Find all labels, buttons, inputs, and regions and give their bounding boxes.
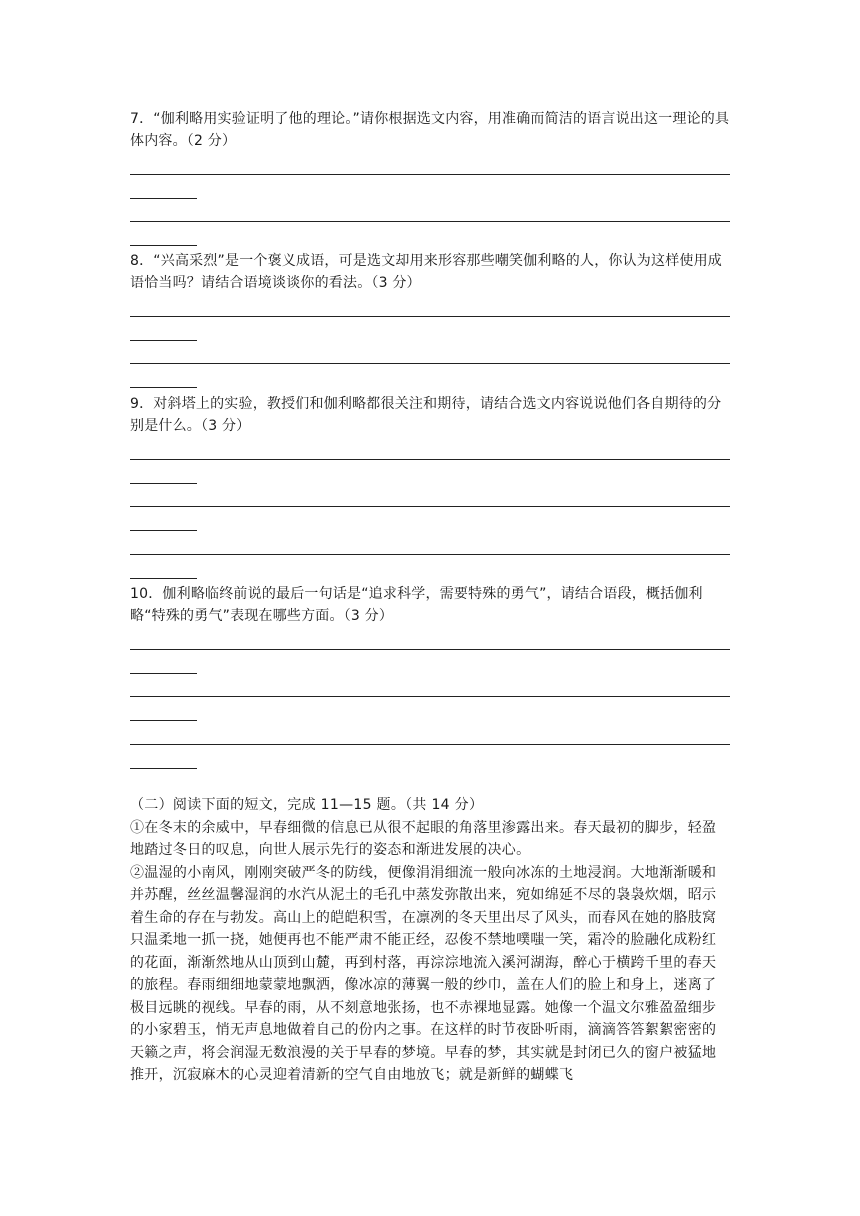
answer-line (130, 459, 730, 460)
answer-line (130, 696, 730, 697)
reading-passage (130, 794, 730, 1087)
answer-line (130, 174, 730, 175)
answer-line-end (130, 340, 197, 341)
section-title: （二）阅读下面的短文，完成 11—15 题。（共 14 分） (130, 797, 484, 813)
question-8: 8．“兴高采烈”是一个褒义成语，可是选文却用来形容那些嘲笑伽利略的人，你认为这样使用成语恰当吗？请结合语境谈谈你的看法。（3 分） (130, 253, 723, 291)
answer-line-end (130, 483, 197, 484)
answer-line (130, 649, 730, 650)
answer-line (130, 221, 730, 222)
answer-line (130, 506, 730, 507)
answer-line-end (130, 245, 197, 246)
answer-line (130, 316, 730, 317)
question-9: 9．对斜塔上的实验，教授们和伽利略都很关注和期待，请结合选文内容说说他们各自期待的分别是什么。（3 分） (130, 396, 722, 434)
answer-line-end (130, 387, 197, 388)
question-7: 7．“伽利略用实验证明了他的理论。”请你根据选文内容，用准确而简洁的语言说出这一理论的具体内容。（2 分） (130, 111, 730, 149)
answer-line-end (130, 720, 197, 721)
answer-line (130, 554, 730, 555)
passage-paragraph-2: ②温湿的小南风，刚刚突破严冬的防线，便像涓涓细流一般向冰冻的土地浸润。大地渐渐暖和并苏醒，丝丝温馨湿润的水汽从泥土的毛孔中蒸发弥散出来，宛如绵延不尽的袅袅炊烟，昭示着生命的存在与勃发。高山上的皑皑积雪，在凛冽的冬天里出尽了风头，而春风在她的胳肢窝只温柔地一抓一挠，她便再也不能严肃不能正经，忍俊不禁地噗嗤一笑，霜冷的脸融化成粉红的花面，渐渐然地从山顶到山麓，再到村落，再淙淙地流入溪河湖海，醉心于横跨千里的春天的旅程。春雨细细地蒙蒙地飘洒，像冰凉的薄翼一般的纱巾，盖在人们的脸上和身上，迷离了极目远眺的视线。早春的雨，从不刻意地张扬，也不赤裸地显露。她像一个温文尔雅盈盈细步的小家碧玉，悄无声息地做着自己的份内之事。在这样的时节夜卧听雨，滴滴答答絮絮密密的天籁之声，将会润湿无数浪漫的关于早春的梦境。早春的梦，其实就是封闭已久的窗户被猛地推开，沉寂麻木的心灵迎着清新的空气自由地放飞；就是新鲜的蝴蝶飞 (130, 864, 717, 1083)
answer-line (130, 744, 730, 745)
answer-line-end (130, 673, 197, 674)
answer-line-end (130, 198, 197, 199)
answer-line-end (130, 578, 197, 579)
question-10: 10．伽利略临终前说的最后一句话是“追求科学，需要特殊的勇气”，请结合语段，概括伽利略“特殊的勇气”表现在哪些方面。（3 分） (130, 586, 703, 624)
passage-paragraph-1: ①在冬末的余威中，早春细微的信息已从很不起眼的角落里渗露出来。春天最初的脚步，轻盈地踏过冬日的叹息，向世人展示先行的姿态和渐进发展的决心。 (130, 819, 717, 858)
answer-line (130, 363, 730, 364)
answer-line-end (130, 768, 197, 769)
answer-line-end (130, 530, 197, 531)
